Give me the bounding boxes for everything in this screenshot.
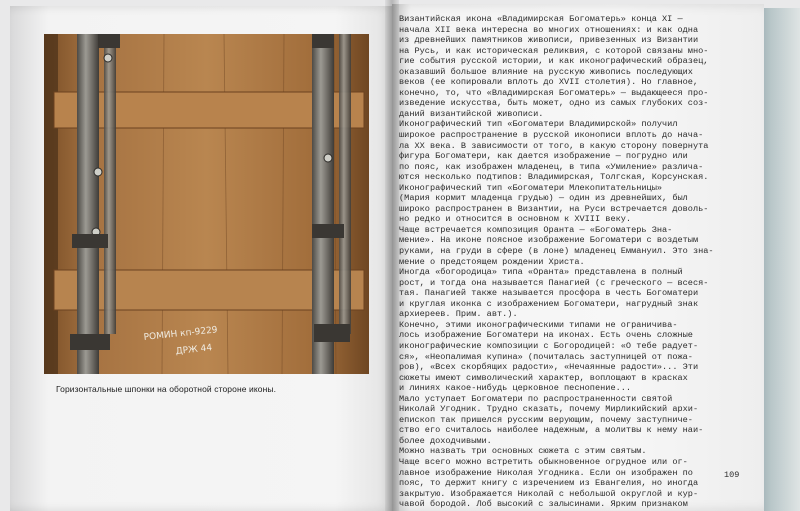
icon-back-photo bbox=[44, 34, 369, 374]
text-line: мение». На иконе поясное изображение Богоматери с воздетым bbox=[399, 235, 699, 246]
text-line: Чаще всего можно встретить обыкновенное огрудное или ог- bbox=[399, 456, 688, 467]
text-line: Николай Угодник. Трудно сказать, почему Мирликийский архи- bbox=[399, 404, 699, 415]
text-line: Иконографический тип «Богоматери Владимирской» получил bbox=[399, 119, 678, 130]
photo-caption: Горизонтальные шпонки на оборотной стороне иконы. bbox=[56, 384, 277, 394]
text-line: фигура Богоматери, как дается изображение — погрудно или bbox=[399, 151, 688, 162]
text-line: епископ так пришелся русским верующим, почему заступниче- bbox=[399, 414, 693, 425]
text-line: иконографические композиции с Богородицей: «О тебе радует- bbox=[399, 340, 699, 351]
text-line: Конечно, этими иконографическими типами не ограничива- bbox=[399, 319, 678, 330]
text-line: ла XX века. В зависимости от того, в какую сторону повернута bbox=[399, 140, 709, 151]
text-line: оказавший большое влияние на русскую живопись последующих bbox=[399, 66, 693, 77]
text-line: начала XII века интересна во многих отношениях: и как одна bbox=[399, 24, 699, 35]
text-line: ров), «Всех скорбящих радости», «Нечаянные радости»... Эти bbox=[399, 362, 699, 373]
text-line: и линиях какое-нибудь церковное песнопение... bbox=[399, 383, 632, 394]
text-line: ются несколько подтипов: Владимирская, Толгская, Корсунская. bbox=[399, 172, 709, 183]
inventory-inscription-1: РОМИН кп-9229 bbox=[143, 325, 219, 343]
text-line: чавой бородой. Лоб высокий с залысинами. Ярким признаком bbox=[399, 499, 688, 510]
text-line: Византийская икона «Владимирская Богоматерь» конца XI — bbox=[399, 14, 683, 24]
inventory-inscription-2: ДРЖ 44 bbox=[175, 343, 213, 357]
wooden-panel-image bbox=[44, 34, 369, 374]
text-line: лось изображение Богоматери на иконах. Есть очень сложные bbox=[399, 330, 693, 341]
text-line: даний византийской живописи. bbox=[399, 108, 544, 119]
text-line: Мало уступает Богоматери по распространенности святой bbox=[399, 393, 673, 404]
text-line: архиереев. Прим. авт.). bbox=[399, 309, 518, 320]
text-line: тая. Панагией также называется просфора в честь Богоматери bbox=[399, 288, 699, 299]
text-line: пояс, то держит книгу с изречением из Евангелия, но иногда bbox=[399, 478, 699, 489]
text-line: Иногда «богородица» типа «Оранта» представлена в полный bbox=[399, 267, 683, 278]
text-line: на Русь, и как историческая реликвия, с которой связаны мно- bbox=[399, 45, 709, 56]
text-line: Чаще встречается композиция Оранта — «Богоматерь Зна- bbox=[399, 224, 673, 235]
text-line: широко распространен в Византии, на Руси встречается доволь- bbox=[399, 203, 709, 214]
text-line: из древнейших памятников живописи, привезенных из Византии bbox=[399, 35, 699, 46]
page-number: 109 bbox=[724, 470, 740, 480]
text-line: широкое распространение в русской иконописи вплоть до нача- bbox=[399, 130, 704, 141]
text-line: но редко и относится в основном к XVIII веку. bbox=[399, 214, 632, 225]
text-line: веков (ее копировали вплоть до XVII столетия). Но главное, bbox=[399, 77, 699, 88]
text-line: Иконографический тип «Богоматери Млекопитательницы» bbox=[399, 182, 663, 193]
text-line: Можно назвать три основных сюжета с этим святым. bbox=[399, 446, 647, 457]
text-line: ство его считалось наиболее надежным, а молитвы к нему наи- bbox=[399, 425, 704, 436]
text-line: сюжеты имеют символический характер, воплощают в красках bbox=[399, 372, 688, 383]
text-line: более доходчивыми. bbox=[399, 435, 492, 446]
body-text bbox=[399, 14, 740, 510]
text-line: (Мария кормит младенца грудью) — один из древнейших, был bbox=[399, 193, 688, 204]
text-line: гие события русской истории, и как иконографический образец, bbox=[399, 56, 709, 67]
text-line: закрытую. Изображается Николай с небольшой округлой и кур- bbox=[399, 488, 699, 499]
text-line: изведение искусства, быть может, одно из самых глубоких соз- bbox=[399, 98, 709, 109]
text-line: ся», «Неопалимая купина» (почиталась заступницей от пожа- bbox=[399, 351, 693, 362]
text-line: по пояс, как изображен младенец, в типа «Умиление» различа- bbox=[399, 161, 704, 172]
text-line: рост, и тогда она называется Панагией (с греческого — всеся- bbox=[399, 277, 709, 288]
book-gutter bbox=[385, 0, 399, 511]
text-line: конечно, то, что «Владимирская Богоматерь» — выдающееся про- bbox=[399, 87, 709, 98]
text-line: и круглая иконка с изображением Богоматери, нагрудный знак bbox=[399, 298, 699, 309]
text-line: мение о предстоящем рождении Христа. bbox=[399, 256, 585, 267]
text-line: лавное изображение Николая Угодника. Если он изображен по bbox=[399, 467, 693, 478]
text-line: руками, на груди в сфере (в лоне) младенец Еммануил. Это зна- bbox=[399, 246, 714, 257]
